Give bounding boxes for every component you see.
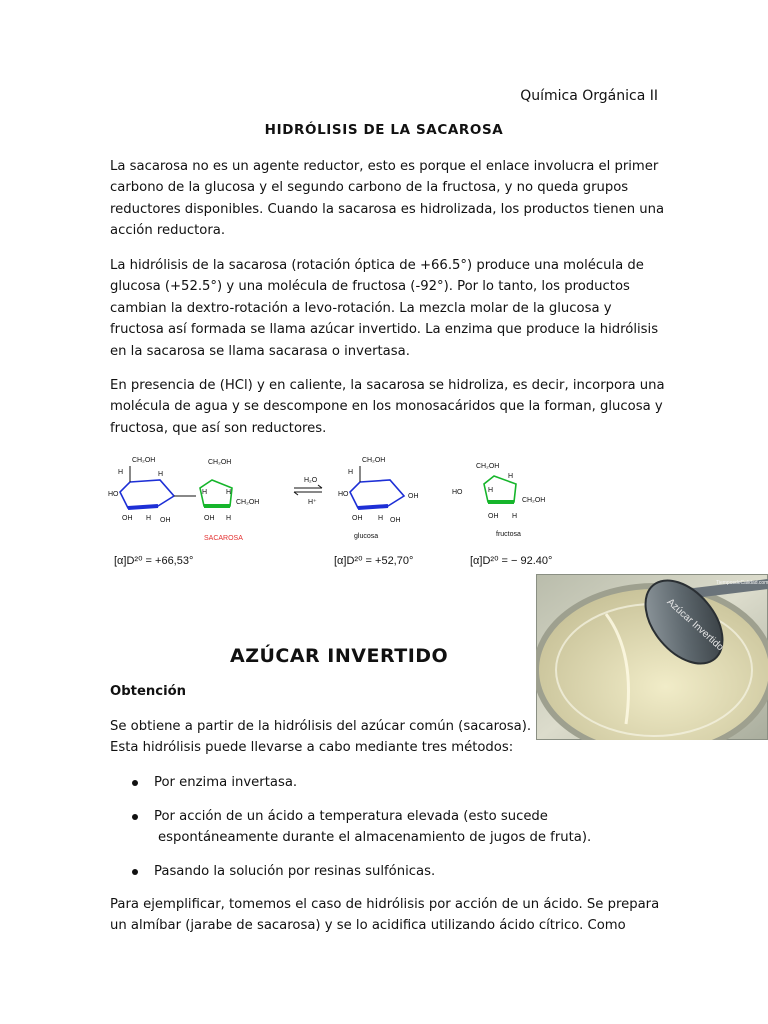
svg-text:OH: OH [160,517,171,524]
svg-text:H: H [226,515,232,522]
glucose-ring [338,457,419,540]
svg-text:OH: OH [408,493,419,500]
svg-text:H₂O: H₂O [304,477,318,484]
svg-text:H: H [118,469,124,476]
paragraph-hcl: En presencia de (HCl) y en caliente, la sacarosa se hidroliza, es decir, incorpora una molécula de agua y se descompone en los monosacáridos que la forman, glucosa y fructosa, que así son reductores. [110,378,665,436]
section-title-hidrolisis: HIDRÓLISIS DE LA SACAROSA [264,122,504,138]
svg-text:HO: HO [108,491,119,498]
svg-text:H: H [348,469,354,476]
bullet-icon [132,869,138,875]
svg-text:H: H [508,473,514,480]
fructose-ring [452,463,545,538]
svg-text:H⁺: H⁺ [308,499,317,506]
bullet-icon [132,814,138,820]
svg-text:CH₂OH: CH₂OH [476,463,500,470]
glucosa-label: glucosa [354,533,379,540]
svg-text:OH: OH [390,517,401,524]
svg-text:OH: OH [204,515,215,522]
svg-text:CH₂OH: CH₂OH [362,457,386,464]
rotation-sacarosa: [α]D²⁰ = +66,53° [114,555,194,567]
paragraph-ejemplo: Para ejemplificar, tomemos el caso de hidrólisis por acción de un ácido. Se prepara un almíbar (jarabe de sacarosa) y se lo acidifica utilizando ácido cítrico. Como [110,897,660,934]
svg-text:H: H [146,515,152,522]
svg-text:CH₂OH: CH₂OH [522,497,546,504]
svg-text:HO: HO [338,491,349,498]
svg-text:H: H [512,513,518,520]
svg-text:H: H [226,489,232,496]
bullet-list-3 [110,861,435,882]
fructosa-label: fructosa [496,531,521,538]
rotation-glucosa: [α]D²⁰ = +52,70° [334,555,414,567]
svg-text:HO: HO [452,489,463,496]
svg-text:H: H [158,471,164,478]
sucrose-fructose-ring [200,459,259,542]
svg-text:OH: OH [122,515,133,522]
paragraph-rotacion: La hidrólisis de la sacarosa (rotación óptica de +66.5°) produce una molécula de glucosa (+52.5°) y una molécula de fructosa (-92°). Por lo tanto, los productos cambian la dextro-rotación a levo-rotación. La mezcla molar de la glucosa y fructosa así formada se llama azúcar invertido. La enzima que produce la hidrólisis en la sacarosa se llama sacarasa o invertasa. [110,258,659,359]
list-item: Por enzima invertasa. [110,772,297,793]
bullet-list-1 [110,772,297,793]
subsection-title-obtencion: Obtención [110,684,187,699]
ch2oh-label: CH₂OH [132,457,156,464]
svg-text:H: H [378,515,384,522]
spoon-text: Azúcar Invertido [664,596,726,654]
bullet-icon [132,780,138,786]
svg-text:H: H [488,487,494,494]
svg-text:OH: OH [488,513,499,520]
sacarosa-label: SACAROSA [204,535,243,542]
list-item: Por acción de un ácido a temperatura elevada (esto sucede espontáneamente durante el almacenamiento de jugos de fruta). [110,806,610,849]
svg-text:CH₂OH: CH₂OH [208,459,232,466]
svg-text:CH₂OH: CH₂OH [236,499,260,506]
svg-text:H: H [202,489,208,496]
paragraph-obtencion: Se obtiene a partir de la hidrólisis del azúcar común (sacarosa). Esta hidrólisis puede llevarse a cabo mediante tres métodos: [110,719,532,756]
hydrolysis-reaction-diagram [108,448,568,576]
rotation-fructosa: [α]D²⁰ = − 92.40° [470,555,553,567]
list-item: Pasando la solución por resinas sulfónicas. [110,861,435,882]
svg-text:OH: OH [352,515,363,522]
invert-sugar-photo [536,574,768,740]
bullet-list-2 [110,806,610,849]
course-header: Química Orgánica II [520,88,658,104]
section-title-azucar: AZÚCAR INVERTIDO [230,645,449,667]
photo-watermark: TiemposdeCalidad.com [716,580,768,586]
equilibrium-arrows [294,477,322,506]
paragraph-reductor: La sacarosa no es un agente reductor, esto es porque el enlace involucra el primer carbono de la glucosa y el segundo carbono de la fructosa, y no queda grupos reductores disponibles. Cuando la sacarosa es hidrolizada, los productos tienen una acción reductora. [110,159,665,239]
sucrose-glucose-ring [108,457,196,524]
